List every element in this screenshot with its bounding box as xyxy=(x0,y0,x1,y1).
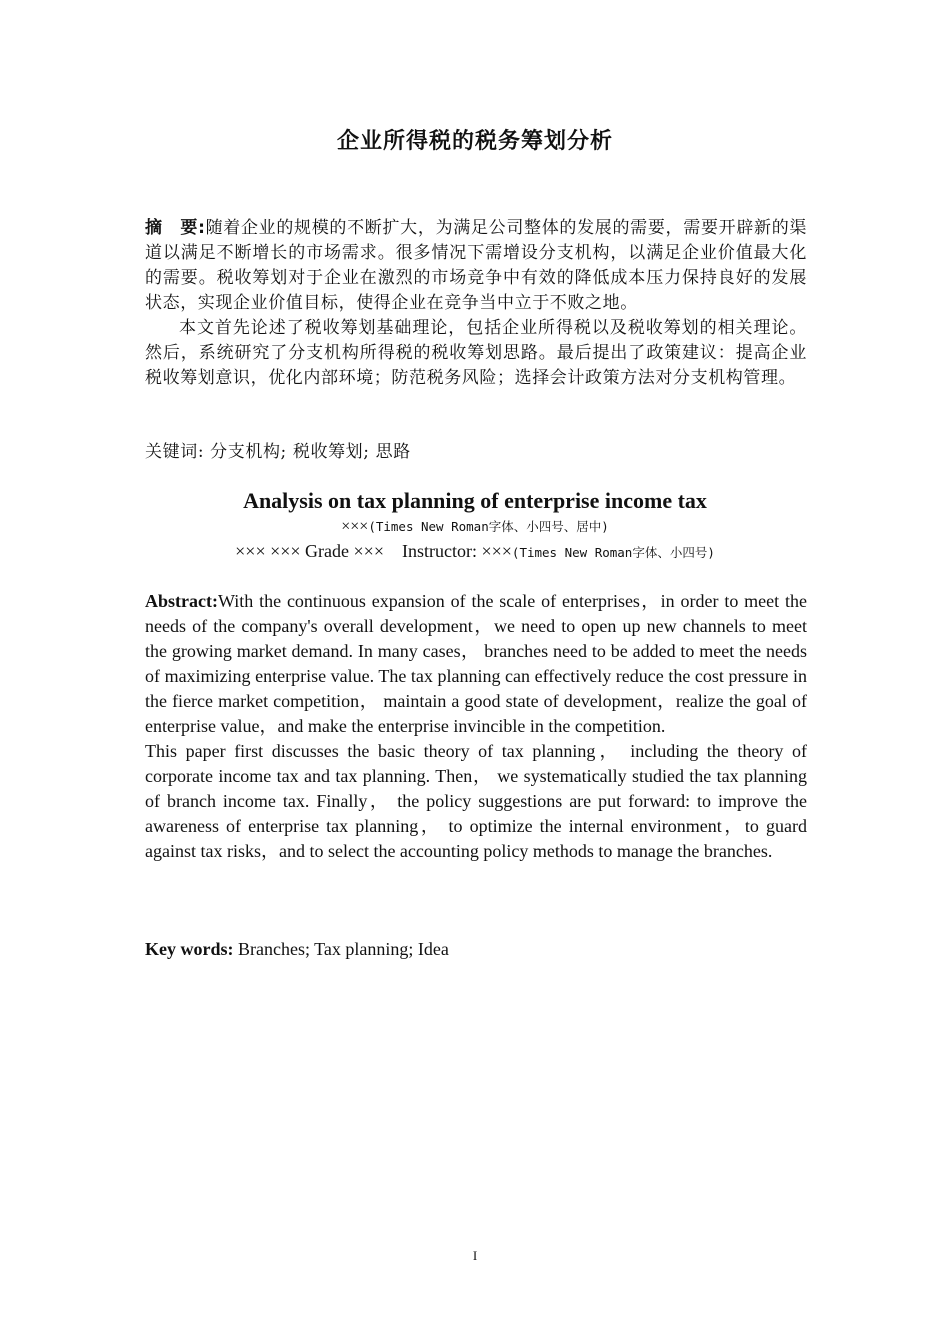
english-abstract xyxy=(145,589,807,864)
author-marks: ××× xyxy=(341,518,369,535)
english-keywords-value: Branches; Tax planning; Idea xyxy=(233,939,449,959)
chinese-abstract xyxy=(145,216,807,391)
chinese-abstract-label: 摘 要: xyxy=(145,218,206,238)
page-number: I xyxy=(472,1248,478,1263)
chinese-abstract-paragraph-1 xyxy=(145,216,807,316)
grade-instructor-line xyxy=(0,540,950,564)
chinese-keywords-value: : 分支机构; 税收筹划; 思路 xyxy=(197,442,411,462)
chinese-title: 企业所得税的税务筹划分析 xyxy=(336,129,613,154)
english-keywords xyxy=(145,937,807,962)
english-abstract-paragraph-2: This paper first discusses the basic theory of tax planning， including the theory of corporate income tax and tax planning. Then， we systematically studied the tax planning of branch income tax. Finally， the policy suggestions are put forward: to improve the awareness of enterprise tax planning， to optimize the internal environment，to guard against tax risks，and to select the accounting policy methods to manage the branches. xyxy=(145,741,807,861)
grade-format-note: (Times New Roman字体、小四号) xyxy=(511,545,715,560)
author-format-note: (Times New Roman字体、小四号、居中) xyxy=(368,519,609,534)
grade-instructor-text: ××× ××× Grade ××× Instructor: ××× xyxy=(235,541,512,561)
chinese-abstract-text-1: 随着企业的规模的不断扩大，为满足公司整体的发展的需要，需要开辟新的渠道以满足不断增长的市场需求。很多情况下需增设分支机构，以满足企业价值最大化的需要。税收筹划对于企业在激烈的市场竞争中有效的降低成本压力保持良好的发展状态，实现企业价值目标，使得企业在竞争当中立于不败之地。 xyxy=(145,218,807,313)
chinese-abstract-paragraph-2: 本文首先论述了税收筹划基础理论，包括企业所得税以及税收筹划的相关理论。然后，系统研究了分支机构所得税的税收筹划思路。最后提出了政策建议：提高企业税收筹划意识，优化内部环境；防范税务风险；选择会计政策方法对分支机构管理。 xyxy=(145,318,807,388)
english-keywords-label: Key words: xyxy=(145,939,234,959)
english-abstract-label: Abstract: xyxy=(145,591,218,611)
english-abstract-paragraph-1 xyxy=(145,589,807,739)
author-line xyxy=(0,517,950,537)
chinese-keywords xyxy=(145,440,807,465)
chinese-keywords-label: 关键词 xyxy=(145,442,198,462)
english-abstract-text-1: With the continuous expansion of the scale of enterprises，in order to meet the needs of the company's overall development，we need to open up new channels to meet the growing market demand. In many cases， branches need to be added to meet the needs of maximizing enterprise value. The tax planning can effectively reduce the cost pressure in the fierce market competition， maintain a good state of development，realize the goal of enterprise value，and make the enterprise invincible in the competition. xyxy=(145,591,807,736)
english-title: Analysis on tax planning of enterprise income tax xyxy=(243,488,707,513)
